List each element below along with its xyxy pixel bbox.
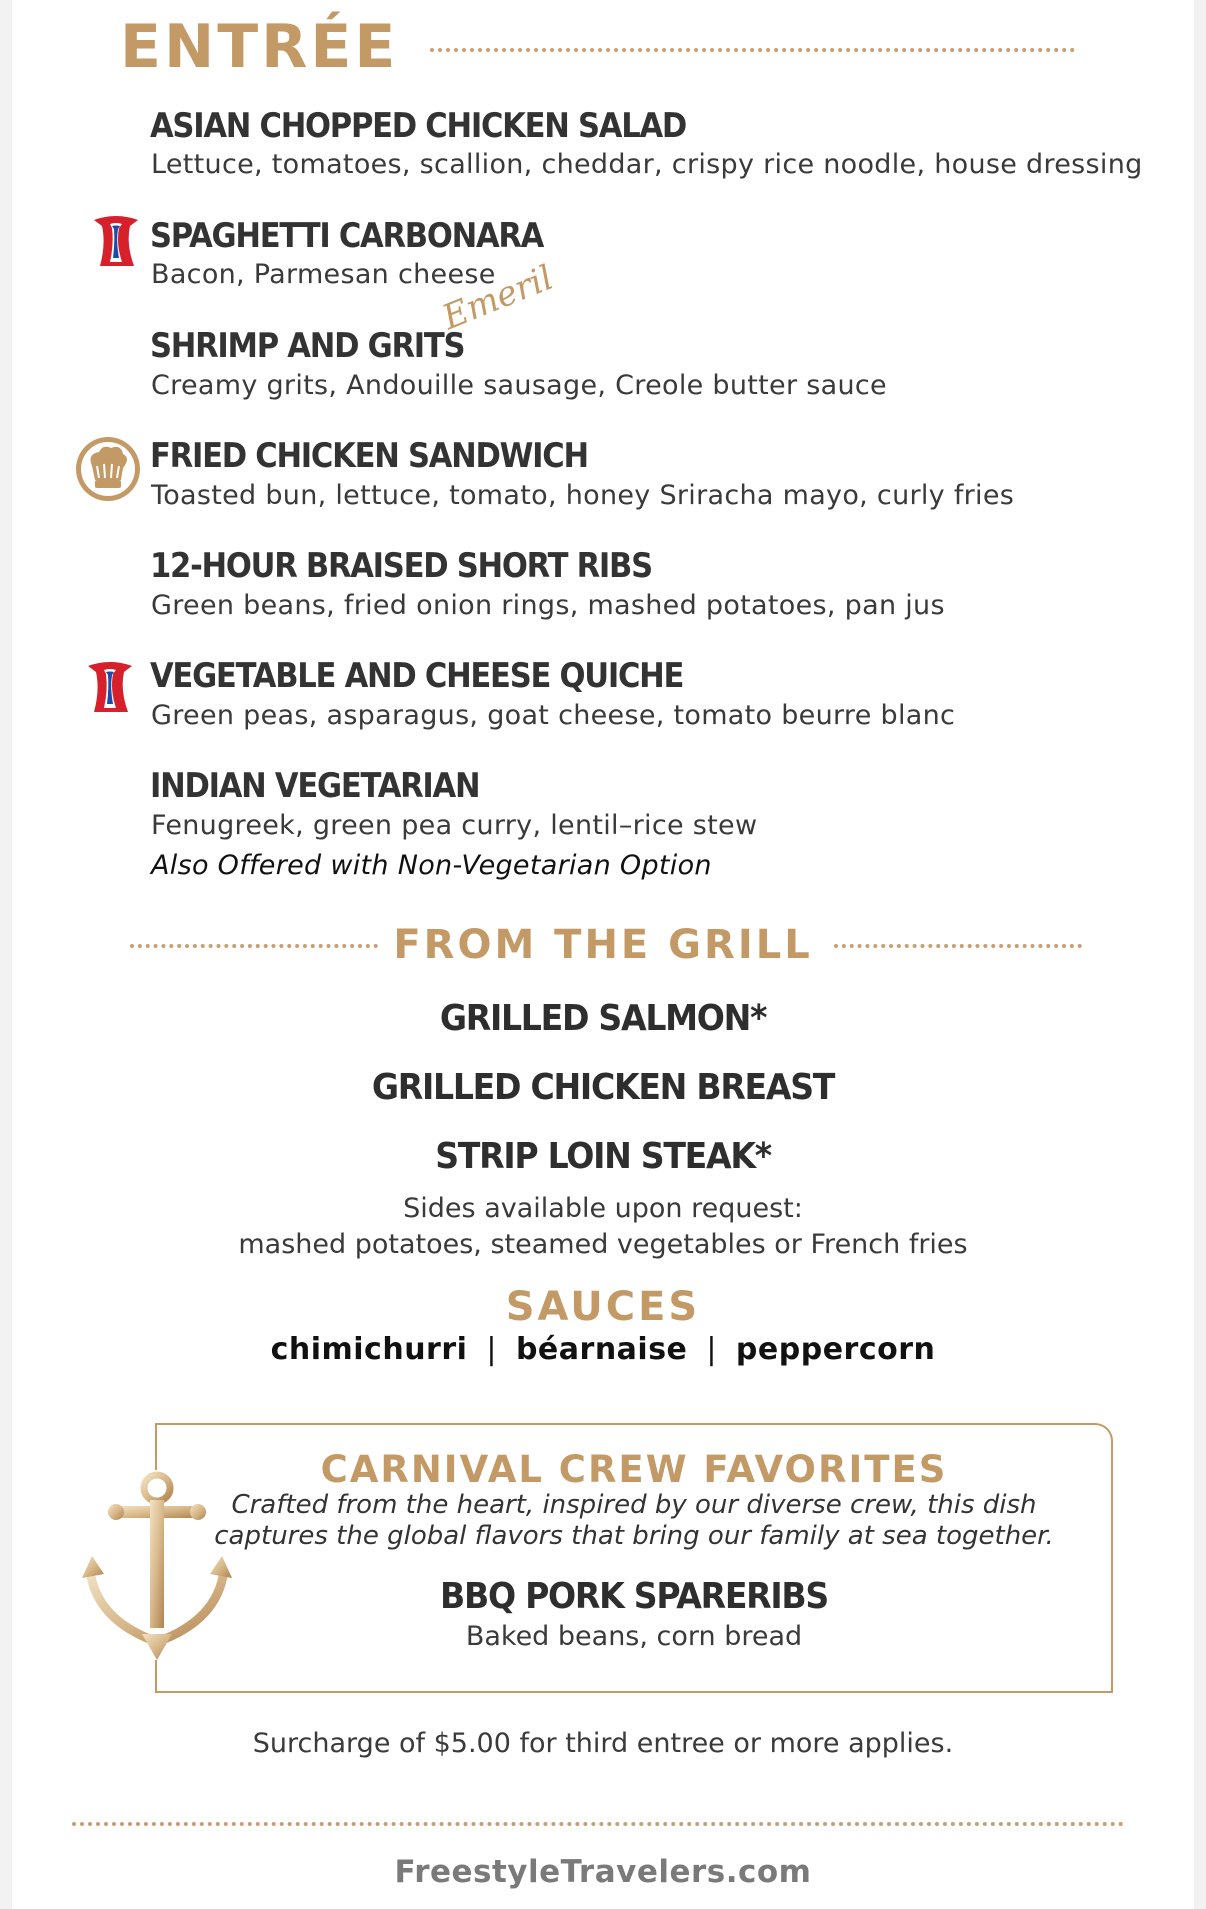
item-name: INDIAN VEGETARIAN: [150, 766, 480, 806]
item-description: Green beans, fried onion rings, mashed potatoes, pan jus: [151, 590, 945, 621]
emeril-signature: Emeril: [437, 257, 559, 338]
crew-subtitle: captures the global flavors that bring our family at sea together.: [214, 1521, 1054, 1551]
surcharge-note: Surcharge of $5.00 for third entree or more applies.: [252, 1728, 954, 1759]
section-title-grill: FROM THE GRILL: [393, 922, 813, 968]
item-description: Bacon, Parmesan cheese: [151, 259, 496, 290]
sides-note: mashed potatoes, steamed vegetables or French fries: [238, 1229, 968, 1260]
separator: |: [706, 1332, 717, 1367]
sauce-item: chimichurri: [270, 1332, 468, 1367]
item-name: 12-HOUR BRAISED SHORT RIBS: [150, 546, 652, 586]
grill-item: STRIP LOIN STEAK*: [435, 1136, 771, 1177]
sauces-list: [0, 1332, 1206, 1367]
chef-hat-icon: [75, 436, 141, 502]
footer-website: FreestyleTravelers.com: [394, 1854, 812, 1890]
carnival-funnel-icon: [86, 660, 134, 714]
crew-subtitle: Crafted from the heart, inspired by our diverse crew, this dish: [231, 1490, 1037, 1520]
sauces-title: SAUCES: [505, 1284, 701, 1330]
crew-item-name: BBQ PORK SPARERIBS: [440, 1576, 828, 1617]
item-description: Fenugreek, green pea curry, lentil–rice stew: [151, 810, 758, 841]
crew-title: CARNIVAL CREW FAVORITES: [320, 1448, 948, 1491]
sauce-item: béarnaise: [515, 1332, 688, 1367]
item-name: FRIED CHICKEN SANDWICH: [150, 436, 588, 476]
item-description: Creamy grits, Andouille sausage, Creole butter sauce: [151, 370, 887, 401]
item-name: SPAGHETTI CARBONARA: [150, 216, 544, 256]
item-note: Also Offered with Non-Vegetarian Option: [151, 850, 712, 881]
sauce-item: peppercorn: [735, 1332, 936, 1367]
dotted-divider: [430, 48, 1075, 52]
grill-item: GRILLED SALMON*: [439, 998, 767, 1039]
item-description: Toasted bun, lettuce, tomato, honey Sriracha mayo, curly fries: [151, 480, 1015, 511]
item-name: ASIAN CHOPPED CHICKEN SALAD: [150, 106, 687, 146]
dotted-divider: [72, 1822, 1124, 1826]
crew-item-description: Baked beans, corn bread: [465, 1621, 803, 1652]
item-name: SHRIMP AND GRITS: [150, 326, 465, 366]
item-description: Lettuce, tomatoes, scallion, cheddar, crispy rice noodle, house dressing: [151, 149, 1143, 180]
dotted-divider: [834, 944, 1082, 948]
item-name: VEGETABLE AND CHEESE QUICHE: [150, 656, 684, 696]
item-description: Green peas, asparagus, goat cheese, tomato beurre blanc: [151, 700, 956, 731]
sides-note: Sides available upon request:: [403, 1193, 803, 1224]
section-title-entree: ENTRÉE: [120, 12, 399, 82]
carnival-funnel-icon: [92, 214, 140, 268]
separator: |: [486, 1332, 497, 1367]
grill-item: GRILLED CHICKEN BREAST: [371, 1067, 835, 1108]
